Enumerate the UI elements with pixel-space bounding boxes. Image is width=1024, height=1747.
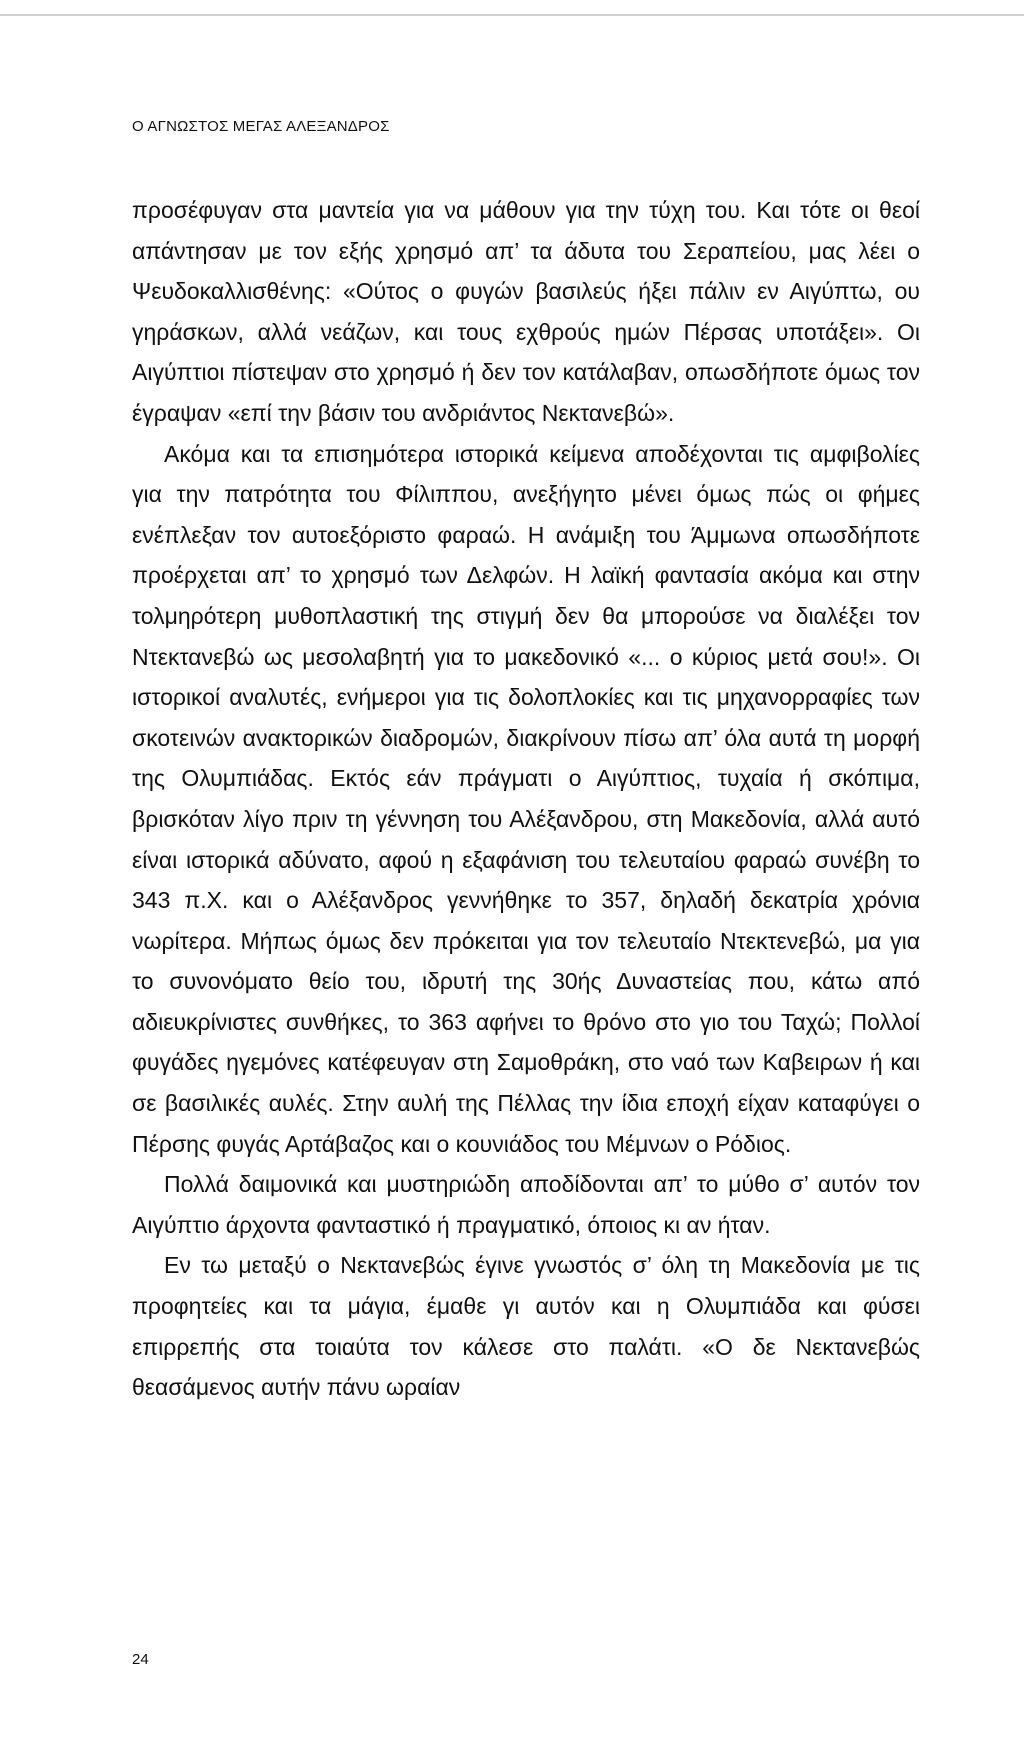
page-number: 24 [132, 1651, 149, 1668]
body-text [132, 190, 920, 1408]
paragraph-4: Εν τω μεταξύ ο Νεκτανεβώς έγινε γνωστός σ’ όλη τη Μακεδονία με τις προφητείες και τα μάγια, έμαθε γι αυτόν και η Ολυμπιάδα και φύσει επιρρεπής στα τοιαύτα τον κάλεσε στο παλάτι. «Ο δε Νεκτανεβώς θεασάμενος αυτήν πάνυ ωραίαν [132, 1252, 920, 1401]
paragraph-3: Πολλά δαιμονικά και μυστηριώδη αποδίδονται απ’ το μύθο σ’ αυτόν τον Αιγύπτιο άρχοντα φανταστικό ή πραγματικό, όποιος κι αν ήταν. [132, 1171, 920, 1238]
paragraph-1: προσέφυγαν στα μαντεία για να μάθουν για την τύχη του. Και τότε οι θεοί απάντησαν με τον εξής χρησμό απ’ τα άδυτα του Σεραπείου, μας λέει ο Ψευδοκαλλισθένης: «Ούτος ο φυγών βασιλεύς ήξει πάλιν εν Αιγύπτω, ου γηράσκων, αλλά νεάζων, και τους εχθρούς ημών Πέρσας υποτάξει». Οι Αιγύπτιοι πίστεψαν στο χρησμό ή δεν τον κατάλαβαν, οπωσδήποτε όμως τον έγραψαν «επί την βάσιν του ανδριάντος Νεκτανεβώ». [132, 197, 920, 426]
paragraph-2: Ακόμα και τα επισημότερα ιστορικά κείμενα αποδέχονται τις αμφιβολίες για την πατρότητα του Φίλιππου, ανεξήγητο μένει όμως πώς οι φήμες ενέπλεξαν τον αυτοεξόριστο φαραώ. Η ανάμιξη του Άμμωνα οπωσδήποτε προέρχεται απ’ το χρησμό των Δελφών. Η λαϊκή φαντασία ακόμα και στην τολμηρότερη μυθοπλαστική της στιγμή δεν θα μπορούσε να διαλέξει τον Ντεκτανεβώ ως μεσολαβητή για το μακεδονικό «... ο κύριος μετά σου!». Οι ιστορικοί αναλυτές, ενήμεροι για τις δολοπλοκίες και τις μηχανορραφίες των σκοτεινών ανακτορικών διαδρομών, διακρίνουν πίσω απ’ όλα αυτά τη μορφή της Ολυμπιάδας. Εκτός εάν πράγματι ο Αιγύπτιος, τυχαία ή σκόπιμα, βρισκόταν λίγο πριν τη γέννηση του Αλέξανδρου, στη Μακεδονία, αλλά αυτό είναι ιστορικά αδύνατο, αφού η εξαφάνιση του τελευταίου φαραώ συνέβη το 343 π.Χ. και ο Αλέξανδρος γεννήθηκε το 357, δηλαδή δεκατρία χρόνια νωρίτερα. Μήπως όμως δεν πρόκειται για τον τελευταίο Ντεκτενεβώ, μα για το συνονόματο θείο του, ιδρυτή της 30ής Δυναστείας που, κάτω από αδιευκρίνιστες συνθήκες, το 363 αφήνει το θρόνο στο γιο του Ταχώ; Πολλοί φυγάδες ηγεμόνες κατέφευγαν στη Σαμοθράκη, στο ναό των Καβειρων ή και σε βασιλικές αυλές. Στην αυλή της Πέλλας την ίδια εποχή είχαν καταφύγει ο Πέρσης φυγάς Αρτάβαζος και ο κουνιάδος του Μέμνων ο Ρόδιος. [132, 440, 920, 1157]
top-rule [0, 14, 1024, 16]
running-header: Ο ΑΓΝΩΣΤΟΣ ΜΕΓΑΣ ΑΛΕΞΑΝΔΡΟΣ [132, 118, 390, 135]
